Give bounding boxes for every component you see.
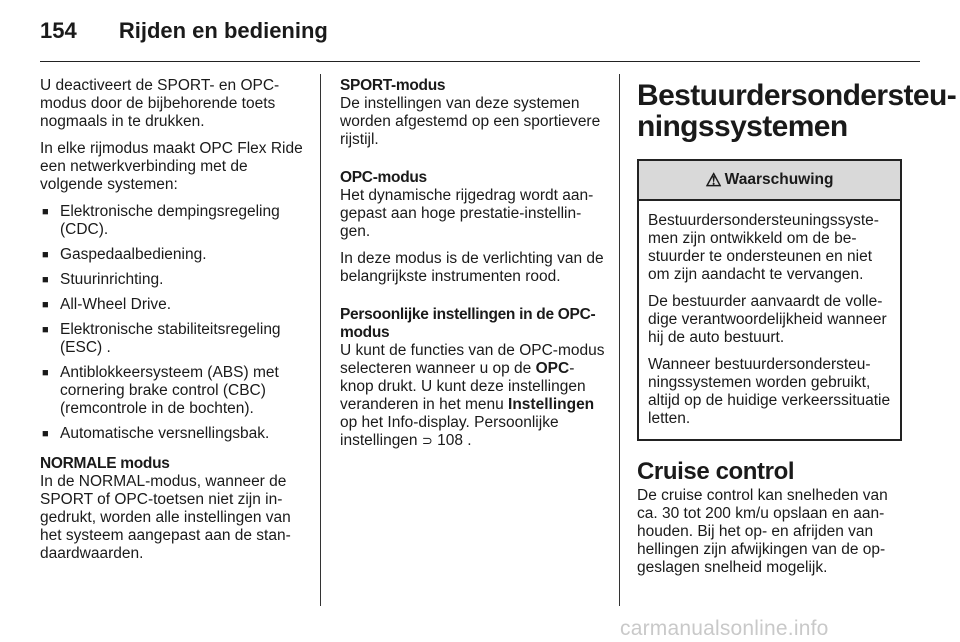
- personal-settings-text-part: U kunt de functies van de OPC-modus selecteren wanneer u op de: [340, 342, 605, 377]
- opc-mode-text-1: Het dynamische rijgedrag wordt aangepast aan hoge prestatie-instellingen.: [340, 187, 594, 240]
- intro-paragraph: U deactiveert de SPORT- en OPC-modus door de bijbehorende toets nogmaals in te drukken.: [40, 77, 280, 130]
- cruise-control-heading: Cruise control: [637, 458, 795, 485]
- warning-text-2: De bestuurder aanvaardt de volledige verantwoordelijkheid wanneer hij de auto bestuurt.: [648, 293, 887, 346]
- column-divider-2: [619, 74, 620, 606]
- header-rule: [40, 61, 920, 62]
- page-title: Rijden en bediening: [118, 18, 328, 43]
- opc-mode-text-2: In deze modus is de verlichting van de belangrijkste instrumenten rood.: [340, 250, 604, 285]
- opc-mode-heading: OPC-modus: [340, 169, 427, 186]
- page-number: 154: [40, 18, 77, 43]
- column-1: [40, 77, 304, 572]
- warning-box: [637, 159, 902, 441]
- list-item: ■ Elektronische stabiliteitsregeling (ESC) .: [40, 321, 304, 357]
- list-item: ■ All-Wheel Drive.: [40, 296, 304, 314]
- page-reference-link[interactable]: 108 .: [432, 432, 472, 449]
- list-item: ■ Automatische versnellingsbak.: [40, 425, 304, 443]
- sport-mode-text: De instellingen van deze systemen worden afgestemd op een sportievere rijstijl.: [340, 95, 601, 148]
- personal-settings-text-part: op het Info-display. Persoonlijke instellingen: [340, 414, 559, 449]
- page-header: [40, 18, 328, 44]
- sport-mode-heading: SPORT-modus: [340, 77, 446, 94]
- normal-mode-heading: NORMALE modus: [40, 455, 170, 472]
- list-item: ■ Antiblokkeersysteem (ABS) met cornering brake control (CBC) (remcontrole in de bochten).: [40, 364, 304, 418]
- column-divider-1: [320, 74, 321, 606]
- list-item: ■ Stuurinrichting.: [40, 271, 304, 289]
- cruise-control-text: De cruise control kan snelheden van ca. 30 tot 200 km/u opslaan en aanhouden. Bij het op- en afrijden van hellingen zijn afwijkingen van de opgeslagen snelheid mogelijk.: [637, 487, 888, 576]
- warning-title: Waarschuwing: [724, 171, 834, 188]
- column-2: [340, 77, 606, 459]
- warning-text-3: Wanneer bestuurdersondersteuningssystemen worden gebruikt, altijd op de huidige verkeerssituatie letten.: [648, 356, 891, 427]
- personal-settings-text-part: -knop drukt. U kunt deze instellingen veranderen in het menu: [340, 360, 586, 413]
- warning-header: [639, 161, 900, 201]
- systems-list: [40, 203, 304, 443]
- systems-intro-paragraph: In elke rijmodus maakt OPC Flex Ride een netwerkverbinding met de volgende systemen:: [40, 140, 303, 193]
- driver-assistance-heading: Bestuurdersondersteuningssystemen: [637, 79, 957, 143]
- normal-mode-text: In de NORMAL-modus, wanneer de SPORT of OPC-toetsen niet zijn ingedrukt, worden alle instellingen van het systeem aangepast aan de standaardwaarden.: [40, 473, 291, 562]
- warning-triangle-icon: ⚠: [705, 170, 722, 190]
- warning-body: [639, 201, 900, 439]
- personal-settings-heading: Persoonlijke instellingen in de OPC-modus: [340, 306, 596, 341]
- list-item: ■ Elektronische dempingsregeling (CDC).: [40, 203, 304, 239]
- warning-text-1: Bestuurdersondersteuningssystemen zijn ontwikkeld om de bestuurder te ondersteunen en niet om zijn aandacht te vervangen.: [648, 212, 879, 283]
- watermark: carmanualsonline.info: [620, 617, 829, 640]
- column-3: [637, 79, 957, 586]
- list-item: ■ Gaspedaalbediening.: [40, 246, 304, 264]
- personal-settings-text: [340, 342, 606, 450]
- opc-key-label: OPC: [535, 360, 570, 377]
- settings-menu-label: Instellingen: [508, 396, 595, 413]
- page-reference-icon: ⊃: [421, 433, 433, 448]
